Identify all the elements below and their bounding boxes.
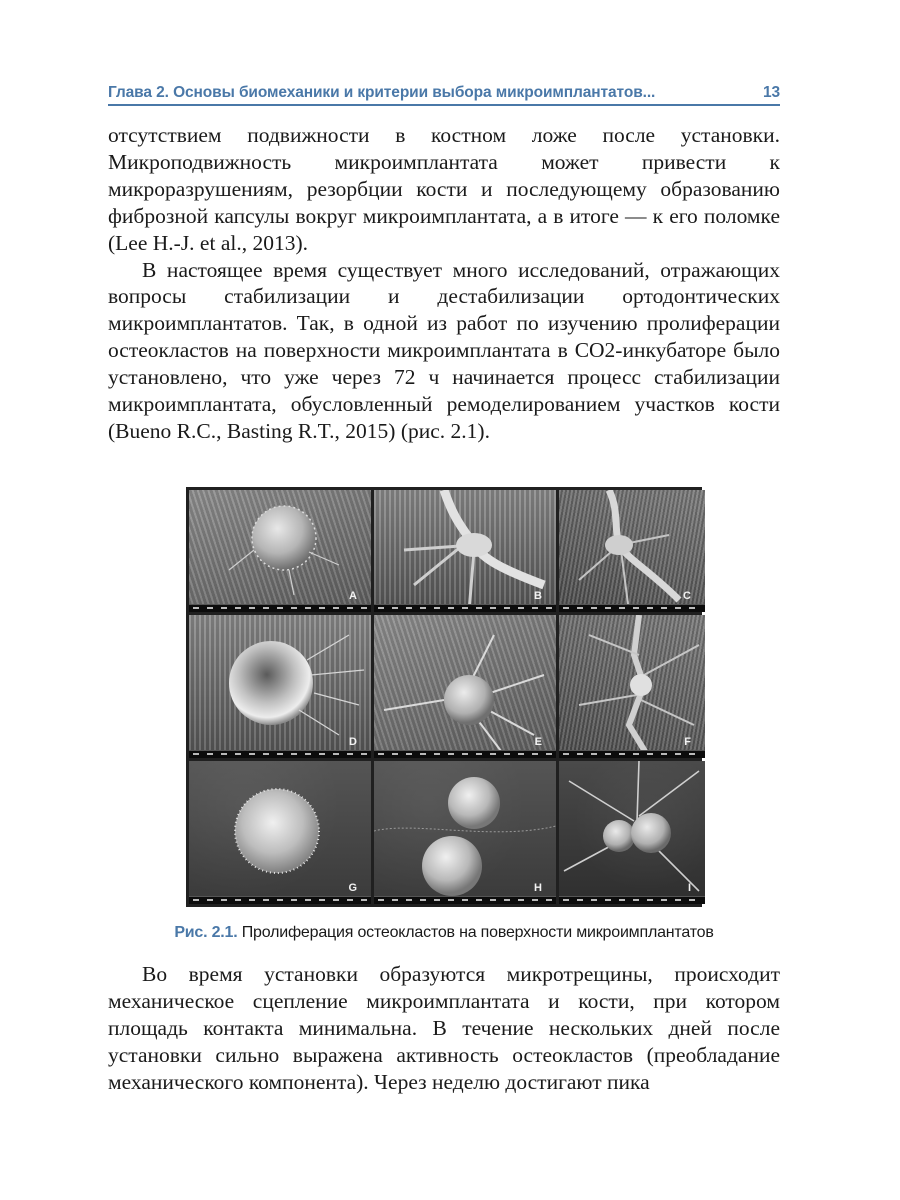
running-head [108, 76, 780, 102]
panel-letter: E [534, 736, 542, 748]
sem-panel-c [559, 490, 705, 612]
sem-panel-a [189, 490, 371, 612]
sem-panel-g [189, 761, 371, 904]
panel-letter: G [348, 882, 357, 894]
panel-letter: A [349, 590, 357, 602]
paragraph-installation: Во время установки образуются микротрещины, происходит механическое сцепление микроимплантата и кости, при котором площадь контакта минимальна. В течение нескольких дней после установки сильно выражена активность остеокластов (преобладание механического компонента). Через неделю достигают пика [108, 962, 780, 1094]
scale-bar [374, 896, 556, 904]
sem-panel-e [374, 615, 556, 758]
scale-bar [559, 750, 705, 758]
scale-bar [374, 750, 556, 758]
page-number: 13 [762, 84, 780, 101]
caption-label: Рис. 2.1. [174, 924, 238, 941]
sem-panel-b [374, 490, 556, 612]
scale-bar [559, 604, 705, 612]
panel-letter: H [534, 882, 542, 894]
scale-bar [374, 604, 556, 612]
figure-caption [108, 924, 780, 942]
caption-text: Пролиферация остеокластов на поверхности микроимплантатов [241, 924, 714, 941]
scale-bar [189, 750, 371, 758]
body-text-top [108, 122, 780, 445]
panel-letter: C [683, 590, 691, 602]
panel-letter: B [534, 590, 542, 602]
body-text-bottom [108, 961, 780, 1096]
scale-bar [559, 896, 705, 904]
sem-panel-h [374, 761, 556, 904]
scale-bar [189, 604, 371, 612]
sem-panel-i [559, 761, 705, 904]
panel-letter: I [687, 882, 691, 894]
panel-letter: F [684, 736, 691, 748]
chapter-title: Глава 2. Основы биомеханики и критерии выбора микроимплантатов... [108, 84, 656, 101]
sem-panel-f [559, 615, 705, 758]
paragraph-continuation: отсутствием подвижности в костном ложе после установки. Микроподвижность микроимплантата может привести к микроразрушениям, резорбции кости и последующему образованию фиброзной капсулы вокруг микроимплантата, а в итоге — к его поломке (Lee H.-J. et al., 2013). [108, 123, 780, 255]
scale-bar [189, 896, 371, 904]
panel-letter: D [349, 736, 357, 748]
sem-panel-d [189, 615, 371, 758]
paragraph-research: В настоящее время существует много исследований, отражающих вопросы стабилизации и дестабилизации ортодонтических микроимплантатов. Так, в одной из работ по изучению пролиферации остеокластов на поверхности микроимплантата в CO2-инкубаторе было установлено, что уже через 72 ч начинается процесс стабилизации микроимплантата, обусловленный ремоделированием участков кости (Bueno R.C., Basting R.T., 2015) (рис. 2.1). [108, 257, 780, 443]
header-rule [108, 104, 780, 106]
figure-sem-grid [186, 487, 702, 907]
